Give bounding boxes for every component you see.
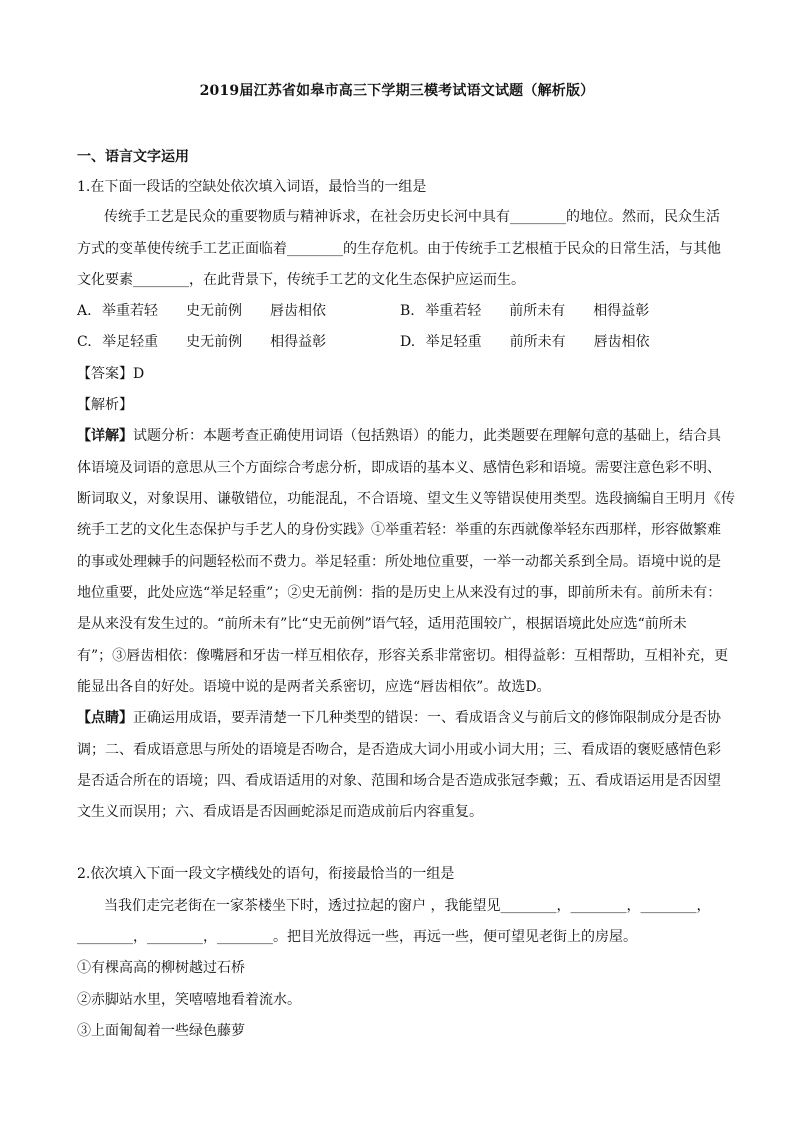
tip-line: 是否适合所在的语境；四、看成语适用的对象、范围和场合是否造成张冠李戴；五、看成语运用是否因望 [77,773,721,789]
option-word: 史无前例 [186,303,243,319]
option-word: 相得益彰 [593,303,650,319]
tip-tag: 【点睛】 [77,710,133,726]
option-word: 前所未有 [509,303,566,319]
detail-line [77,426,721,446]
list-item: ②赤脚站水里，笑嘻嘻地看着流水。 [77,992,301,1008]
option-a [77,301,354,321]
tip-line [77,708,721,728]
option-label: C. [77,334,92,350]
question-1-passage-line: 传统手工艺是民众的重要物质与精神诉求，在社会历史长河中具有________的地位。然而，民众生活 [104,209,720,225]
detail-line: 的事或处理棘手的问题轻松而不费力。举足轻重：所处地位重要，一举一动都关系到全局。语境中说的是 [77,554,721,570]
detail-line: 断词取义，对象误用、谦敬错位，功能混乱，不合语境、望文生义等错误使用类型。选段摘编自王明月《传 [77,491,735,507]
section-heading: 一、语言文字运用 [77,149,189,165]
analysis-label: 【解析】 [77,397,133,413]
option-label: B. [400,303,415,319]
list-item: ①有棵高高的柳树越过石桥 [77,960,245,976]
list-item: ③上面匍匐着一些绿色藤萝 [77,1023,245,1039]
detail-line: 是从来没有发生过的。“前所未有”比“史无前例”语气轻，适用范围较广，根据语境此处应选“前所未 [77,616,687,632]
detail-line: 能显出各自的好处。语境中说的是两者关系密切，应选“唇齿相依”。故选D。 [77,679,551,695]
question-1-passage-line: 文化要素________，在此背景下，传统手工艺的文化生态保护应运而生。 [77,272,525,288]
option-word: 举足轻重 [102,334,159,350]
option-word: 前所未有 [509,334,566,350]
option-d [400,332,678,352]
question-2-passage-line: ________，________，________。把目光放得远一些，再远一些，便可望见老街上的房屋。 [77,929,637,945]
option-label: A. [77,303,92,319]
option-c [77,332,354,352]
tip-line: 调；二、看成语意思与所处的语境是否吻合，是否造成大词小用或小词大用；三、看成语的褒贬感情色彩 [77,742,721,758]
option-word: 举重若轻 [425,303,482,319]
options-row [77,301,717,321]
tip-text: 正确运用成语，要弄清楚一下几种类型的错误：一、看成语含义与前后文的修饰限制成分是否协 [133,710,721,726]
option-word: 史无前例 [186,334,243,350]
question-1-passage-line: 方式的变革使传统手工艺正面临着________的生存危机。由于传统手工艺根植于民众的日常生活，与其他 [77,241,721,257]
detail-text: 试题分析：本题考查正确使用词语（包括熟语）的能力，此类题要在理解句意的基础上，结合具 [133,428,721,444]
detail-line: 地位重要，此处应选“举足轻重”；②史无前例：指的是历史上从来没有过的事，即前所未有。前所未有： [77,585,722,601]
option-label: D. [400,334,416,350]
question-1-stem: 1.在下面一段话的空缺处依次填入词语，最恰当的一组是 [77,179,427,195]
option-word: 唇齿相依 [593,334,650,350]
tip-line: 文生义而误用；六、看成语是否因画蛇添足而造成前后内容重复。 [77,804,483,820]
option-word: 唇齿相依 [270,303,327,319]
answer-line: 【答案】D [77,366,145,382]
option-b [400,301,677,321]
question-2-stem: 2.依次填入下面一段文字横线处的语句，衔接最恰当的一组是 [77,866,455,882]
options-row [77,332,717,352]
detail-line: 体语境及词语的意思从三个方面综合考虑分析，即成语的基本义、感情色彩和语境。需要注意色彩不明、 [77,460,721,476]
detail-line: 统手工艺的文化生态保护与手艺人的身份实践》①举重若轻：举重的东西就像举轻东西那样，形容做繁难 [77,522,721,538]
detail-line: 有”；③唇齿相依：像嘴唇和牙齿一样互相依存，形容关系非常密切。相得益彰：互相帮助，互相补充，更 [77,648,729,664]
option-word: 相得益彰 [270,334,327,350]
question-2-passage-line: 当我们走完老街在一家茶楼坐下时，透过拉起的窗户 ，我能望见________，________，________， [104,898,711,914]
option-word: 举重若轻 [102,303,159,319]
option-word: 举足轻重 [425,334,482,350]
document-title: 2019届江苏省如皋市高三下学期三模考试语文试题（解析版） [199,83,595,99]
detail-tag: 【详解】 [77,428,133,444]
